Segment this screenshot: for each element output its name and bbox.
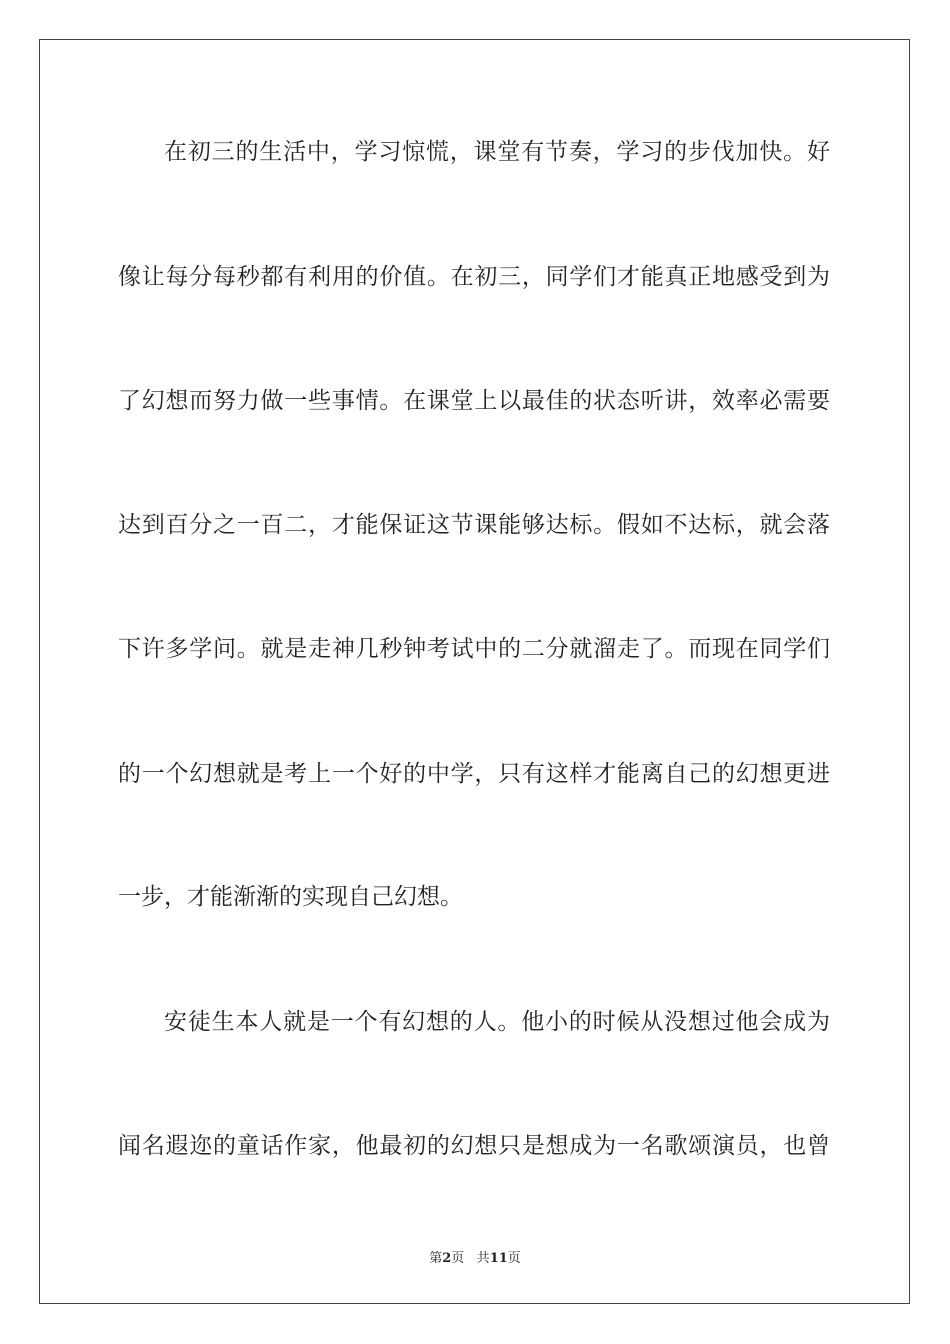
footer-page-prefix: 第	[429, 1251, 443, 1266]
page-footer	[0, 1247, 950, 1266]
footer-total-prefix: 共	[476, 1251, 490, 1266]
paragraph-1-line-3: 了幻想而努力做一些事情。在课堂上以最佳的状态听讲，效率必需要	[118, 388, 830, 414]
footer-page-number: 2	[442, 1251, 452, 1266]
page-border	[39, 39, 910, 1304]
paragraph-1-line-4: 达到百分之一百二，才能保证这节课能够达标。假如不达标，就会落	[118, 512, 830, 538]
paragraph-2-line-2: 闻名遐迩的童话作家，他最初的幻想只是想成为一名歌颂演员，也曾	[118, 1133, 830, 1159]
paragraph-1-line-5: 下许多学问。就是走神几秒钟考试中的二分就溜走了。而现在同学们	[118, 636, 830, 662]
footer-total-suffix: 页	[507, 1251, 521, 1266]
footer-page-suffix: 页	[451, 1251, 465, 1266]
paragraph-1-line-7: 一步，才能渐渐的实现自己幻想。	[118, 884, 463, 910]
paragraph-1-line-6: 的一个幻想就是考上一个好的中学，只有这样才能离自己的幻想更进	[118, 761, 830, 787]
footer-total-pages: 11	[489, 1251, 508, 1266]
paragraph-2-line-1: 安徒生本人就是一个有幻想的人。他小的时候从没想过他会成为	[164, 1009, 830, 1035]
paragraph-1-line-1: 在初三的生活中，学习惊慌，课堂有节奏，学习的步伐加快。好	[164, 139, 830, 165]
paragraph-1-line-2: 像让每分每秒都有利用的价值。在初三，同学们才能真正地感受到为	[118, 264, 830, 290]
